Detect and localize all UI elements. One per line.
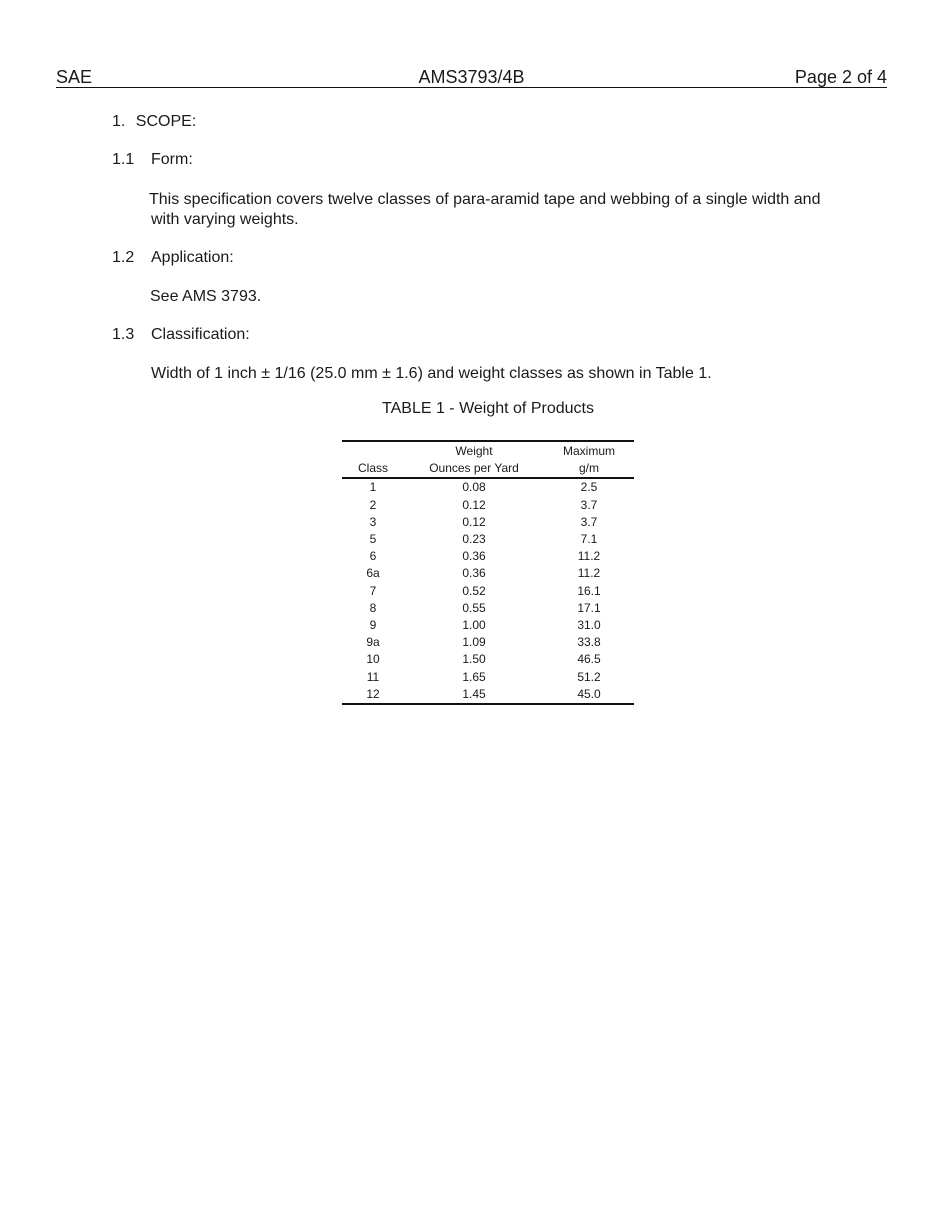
- header-class-top: [342, 441, 404, 460]
- cell-weight: 1.09: [462, 635, 486, 650]
- cell-maximum: 3.7: [580, 497, 598, 512]
- header-maximum: Maximum: [544, 441, 634, 460]
- table-row: [342, 686, 634, 704]
- cell-weight: 1.45: [404, 686, 544, 704]
- cell-weight: 0.23: [462, 532, 486, 547]
- cell-maximum: 31.0: [577, 618, 601, 633]
- header-document-number: AMS3793/4B: [418, 67, 525, 87]
- header-page-number: Page 2 of 4: [794, 67, 887, 87]
- cell-class: 3: [369, 514, 377, 529]
- cell-maximum: 45.0: [544, 686, 634, 704]
- cell-class: 5: [369, 532, 377, 547]
- table-row: [342, 514, 634, 531]
- cell-weight: 0.12: [462, 514, 486, 529]
- section-title: Form:: [151, 151, 193, 168]
- cell-class: 8: [369, 600, 377, 615]
- cell-weight: 1.00: [462, 618, 486, 633]
- table-row: [342, 478, 634, 496]
- section-classification-text: Width of 1 inch ± 1/16 (25.0 mm ± 1.6) and weight classes as shown in Table 1.: [151, 365, 712, 382]
- cell-maximum: 51.2: [577, 669, 601, 684]
- cell-class: 12: [342, 686, 404, 704]
- cell-class: 6: [369, 549, 377, 564]
- cell-maximum: 46.5: [577, 652, 601, 667]
- cell-class: 2: [369, 497, 377, 512]
- table-body: [342, 478, 634, 704]
- cell-maximum: 17.1: [577, 600, 601, 615]
- section-number: 1.2: [112, 249, 135, 266]
- table-header-row: [342, 441, 634, 460]
- cell-maximum: 11.2: [577, 549, 601, 564]
- table-row: [342, 634, 634, 651]
- section-form-text-line-1: This specification covers twelve classes of para-aramid tape and webbing of a single width and: [149, 191, 821, 208]
- table-row: [342, 565, 634, 582]
- cell-maximum: 3.7: [580, 514, 598, 529]
- header-weight: Weight: [404, 441, 544, 460]
- cell-weight: 0.55: [462, 600, 486, 615]
- cell-class: 10: [366, 652, 380, 667]
- cell-maximum: 16.1: [577, 583, 601, 598]
- section-application-text: See AMS 3793.: [150, 288, 262, 305]
- section-scope-heading: [112, 112, 196, 132]
- header-organization: SAE: [56, 67, 93, 87]
- section-number: 1.1: [112, 151, 135, 168]
- cell-weight: 0.12: [462, 497, 486, 512]
- section-title: SCOPE:: [135, 113, 197, 130]
- header-class: Class: [342, 460, 404, 478]
- section-number: 1.3: [112, 326, 135, 343]
- cell-weight: 0.36: [462, 549, 486, 564]
- cell-class: 7: [369, 583, 377, 598]
- weight-of-products-table: [342, 440, 634, 705]
- table-header-row: [342, 460, 634, 478]
- section-number: 1.: [112, 113, 126, 130]
- table-row: [342, 531, 634, 548]
- cell-weight: 1.65: [462, 669, 486, 684]
- header-ounces-per-yard: Ounces per Yard: [404, 460, 544, 478]
- cell-maximum: 11.2: [577, 566, 601, 581]
- table-row: [342, 617, 634, 634]
- table-row: [342, 600, 634, 617]
- cell-class: 1: [369, 480, 377, 495]
- table-row: [342, 583, 634, 600]
- cell-weight: 0.36: [462, 566, 486, 581]
- cell-maximum: 7.1: [580, 532, 598, 547]
- cell-class: 9: [369, 618, 377, 633]
- cell-class: 9a: [366, 635, 380, 650]
- table-row: [342, 548, 634, 565]
- table-title: TABLE 1 - Weight of Products: [382, 400, 594, 417]
- cell-weight: 1.50: [462, 652, 486, 667]
- cell-class: 6a: [366, 566, 380, 581]
- cell-weight: 0.52: [462, 583, 486, 598]
- cell-maximum: 2.5: [580, 480, 598, 495]
- cell-weight: 0.08: [462, 480, 486, 495]
- table-row: [342, 497, 634, 514]
- header-grams-per-meter: g/m: [544, 460, 634, 478]
- section-title: Application:: [151, 249, 234, 266]
- page-header: [56, 67, 887, 88]
- section-title: Classification:: [151, 326, 250, 343]
- section-form-text-line-2: with varying weights.: [151, 211, 299, 228]
- cell-maximum: 33.8: [577, 635, 601, 650]
- table-row: [342, 651, 634, 668]
- table-row: [342, 669, 634, 686]
- cell-class: 11: [366, 669, 380, 684]
